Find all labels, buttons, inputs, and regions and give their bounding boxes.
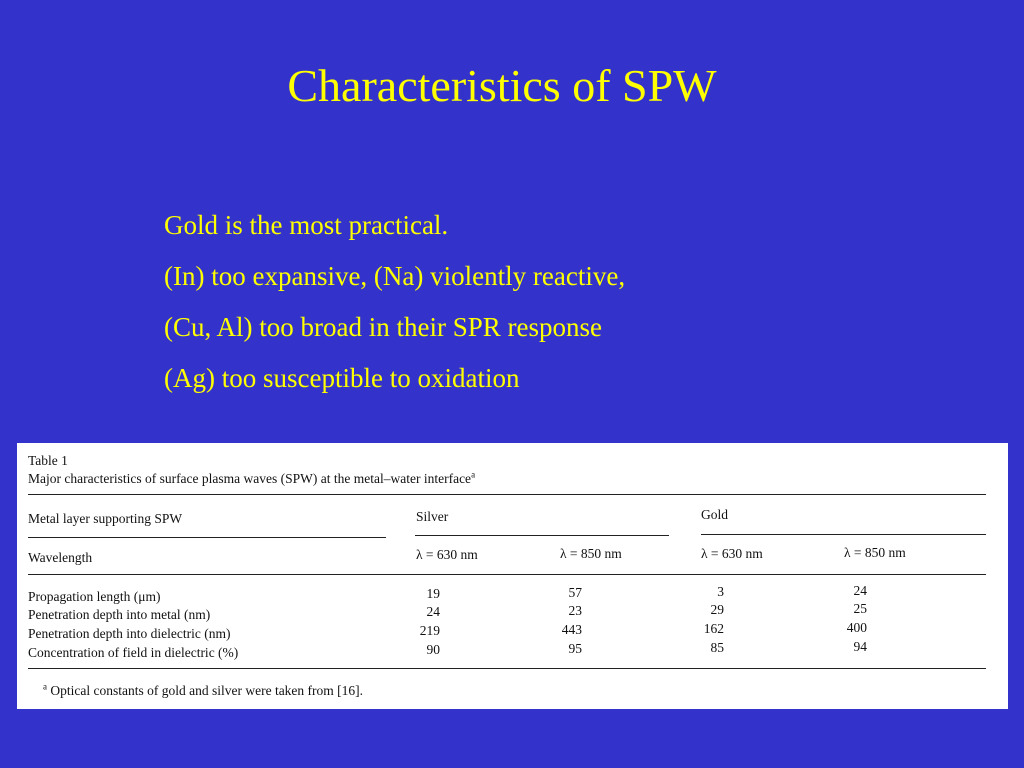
- bullet-line: (In) too expansive, (Na) violently reactive,: [164, 261, 626, 291]
- cell-value: 443: [561, 622, 582, 637]
- cell-value: 95: [568, 641, 582, 656]
- table-bottom-rule: [28, 668, 986, 669]
- wavelength-gold-850: λ = 850 nm: [844, 545, 906, 560]
- cell-value: 90: [426, 642, 440, 657]
- footnote-marker: a: [43, 681, 47, 692]
- metal-silver-header: Silver: [416, 509, 449, 524]
- cell-value: 85: [710, 640, 724, 655]
- footnote-text: Optical constants of gold and silver were taken from [16].: [50, 683, 364, 698]
- wavelength-silver-850: λ = 850 nm: [560, 546, 622, 561]
- row-label: Propagation length (μm): [28, 589, 161, 604]
- cell-value: 25: [853, 601, 867, 616]
- cell-value: 162: [703, 621, 724, 636]
- cell-value: 29: [710, 602, 724, 617]
- cell-value: 23: [568, 603, 582, 618]
- row-label: Penetration depth into dielectric (nm): [28, 626, 231, 641]
- cell-value: 400: [846, 620, 867, 635]
- silver-sub-rule: [415, 535, 669, 536]
- cell-value: 19: [426, 586, 440, 601]
- table-caption-text: Major characteristics of surface plasma waves (SPW) at the metal–water interface: [28, 471, 472, 486]
- gold-sub-rule: [701, 534, 986, 535]
- table-caption: [28, 471, 475, 487]
- table-top-rule: [28, 494, 986, 495]
- bullet-line: (Cu, Al) too broad in their SPR response: [164, 312, 602, 342]
- cell-value: 24: [426, 604, 440, 619]
- cell-value: 3: [717, 584, 724, 599]
- cell-value: 24: [853, 583, 867, 598]
- header-bottom-rule: [28, 574, 986, 575]
- cell-value: 219: [419, 623, 440, 638]
- wavelength-label: Wavelength: [28, 550, 93, 565]
- cell-value: 94: [853, 639, 867, 654]
- caption-footnote-marker: a: [471, 469, 476, 480]
- bullet-list: [164, 200, 625, 404]
- metal-gold-header: Gold: [701, 507, 728, 522]
- table-label: Table 1: [28, 453, 68, 468]
- cell-value: 57: [568, 585, 582, 600]
- wavelength-gold-630: λ = 630 nm: [701, 546, 763, 561]
- row-label: Concentration of field in dielectric (%): [28, 645, 239, 660]
- wavelength-silver-630: λ = 630 nm: [416, 547, 478, 562]
- table-footnote: [43, 683, 363, 699]
- row-label: Penetration depth into metal (nm): [28, 607, 211, 622]
- bullet-line: Gold is the most practical.: [164, 210, 449, 240]
- table-image-panel: [17, 443, 1008, 709]
- header-sub-rule: [28, 537, 386, 538]
- slide-title: Characteristics of SPW: [287, 60, 717, 111]
- metal-layer-label: Metal layer supporting SPW: [28, 511, 183, 526]
- bullet-line: (Ag) too susceptible to oxidation: [164, 363, 520, 393]
